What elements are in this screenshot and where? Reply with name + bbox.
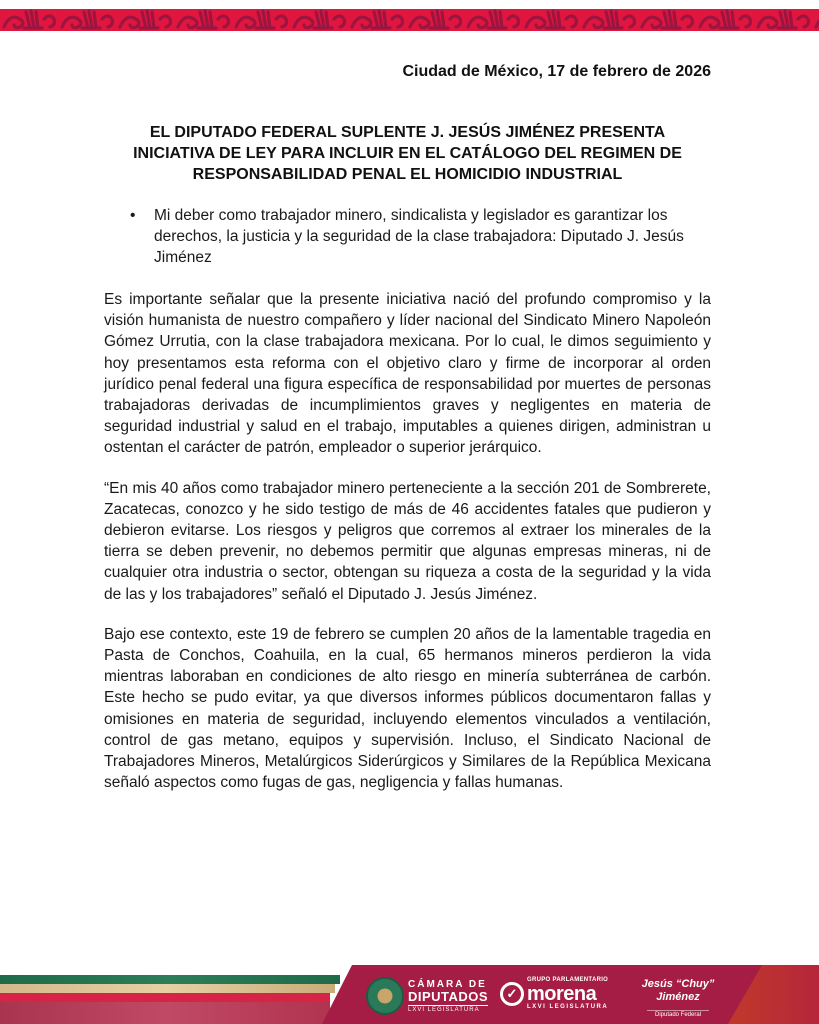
pattern-motif xyxy=(4,11,55,28)
chuy-line2: Jiménez xyxy=(656,990,700,1003)
top-decorative-band xyxy=(0,9,819,31)
logo-camara-diputados xyxy=(366,977,488,1015)
top-pattern xyxy=(0,9,819,31)
pattern-motif xyxy=(758,11,809,28)
camara-sub: LXVI LEGISLATURA xyxy=(408,1005,488,1014)
pattern-motif xyxy=(584,11,635,28)
pattern-motif xyxy=(468,11,519,28)
paragraph-3: Bajo ese contexto, este 19 de febrero se cumplen 20 años de la lamentable tragedia en Pasta de Conchos, Coahuila, en la cual, 65 hermanos mineros perdieron la vida mientras laboraban en condiciones de alto riesgo en minería subterránea de carbón. Este hecho se pudo evitar, ya que diversos informes públicos documentaron fallas y omisiones en materia de seguridad, incluyendo elementos vinculados a ventilación, control de gas metano, equipos y supervisión. Incluso, el Sindicato Nacional de Trabajadores Mineros, Metalúrgicos Siderúrgicos y Similares de la República Mexicana señaló aspectos como fugas de gas, negligencia y fallas humanas. xyxy=(104,625,711,792)
seal-icon xyxy=(366,977,404,1015)
bullet-item xyxy=(130,205,711,268)
chuy-line1: Jesús “Chuy” xyxy=(641,978,715,990)
pattern-motif xyxy=(352,11,403,28)
morena-top: GRUPO PARLAMENTARIO xyxy=(527,977,609,983)
logo-morena xyxy=(500,977,608,1010)
logo-chuy-jimenez xyxy=(624,978,732,1022)
pattern-motif xyxy=(294,11,345,28)
paragraph-1: Es importante señalar que la presente iniciativa nació del profundo compromiso y la visión humanista de nuestro compañero y líder nacional del Sindicato Minero Napoleón Gómez Urrutia, con la clase trabajadora mexicana. Por lo cual, le dimos seguimiento y hoy presentamos esta reforma con el objetivo claro y firme de incorporar al orden jurídico penal federal una figura específica de responsabilidad por muertes de personas trabajadoras derivadas de incumplimientos graves y negligentes en materia de seguridad industrial y salud en el trabajo, imputables a quienes dirigen, administran u ostentan el carácter de patrón, empleador o superior jerárquico. xyxy=(104,291,711,457)
pattern-motif xyxy=(642,11,693,28)
pattern-motif xyxy=(526,11,577,28)
paragraph-2-quote: “En mis 40 años como trabajador minero perteneciente a la sección 201 de Sombrerete, Zacatecas, conozco y he sido testigo de más de 46 accidentes fatales que pudieron y debieron evitarse. Los riesgos y peligros que corremos al extraer los minerales de la tierra se deben prevenir, no debemos permitir que algunas empresas mineras, ni de cualquier otra industria o sector, obtengan su riqueza a costa de la seguridad y la vida de las y los trabajadores” señaló el Diputado J. Jesús Jiménez. xyxy=(104,479,711,603)
check-circle-icon: ✓ xyxy=(500,982,524,1006)
headline: EL DIPUTADO FEDERAL SUPLENTE J. JESÚS JIMÉNEZ PRESENTA INICIATIVA DE LEY PARA INCLUIR EN EL CATÁLOGO DEL REGIMEN DE RESPONSABILIDAD PENAL EL HOMICIDIO INDUSTRIAL xyxy=(133,124,682,183)
date-line: Ciudad de México, 17 de febrero de 2026 xyxy=(402,63,711,80)
bullet-marker: • xyxy=(130,207,136,224)
pattern-motif xyxy=(236,11,287,28)
pattern-motif xyxy=(62,11,113,28)
pattern-motif xyxy=(120,11,171,28)
bullet-text: Mi deber como trabajador minero, sindicalista y legislador es garantizar los derechos, la justicia y la seguridad de la clase trabajadora: Diputado J. Jesús Jiménez xyxy=(154,207,684,266)
morena-sub: LXVI LEGISLATURA xyxy=(527,1003,609,1010)
camara-top: CÁMARA DE xyxy=(408,978,487,990)
camara-main: DIPUTADOS xyxy=(408,988,489,1004)
chuy-sub: Diputado Federal xyxy=(647,1010,709,1019)
press-release-body xyxy=(104,62,711,812)
pattern-motif xyxy=(410,11,461,28)
morena-main: morena xyxy=(527,982,597,1005)
pattern-motif xyxy=(178,11,229,28)
pattern-motif xyxy=(700,11,751,28)
